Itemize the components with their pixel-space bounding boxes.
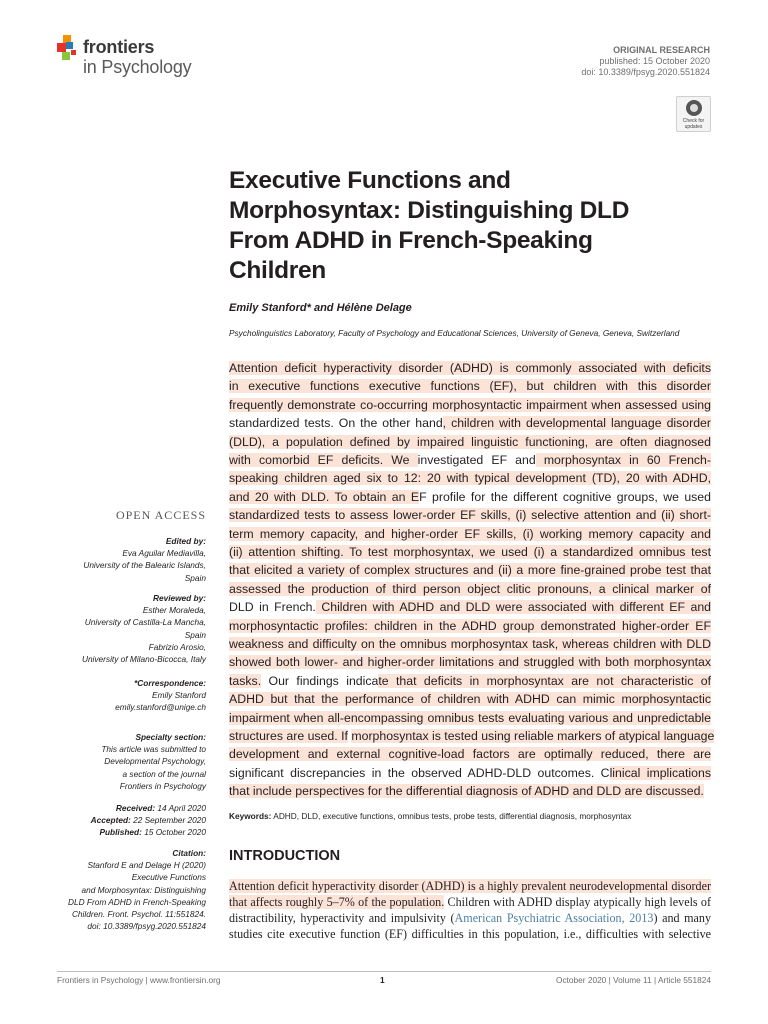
keywords <box>229 811 631 821</box>
specialty-section-block <box>26 731 206 792</box>
affiliation: Psycholinguistics Laboratory, Faculty of Psychology and Educational Sciences, University of Geneva, Geneva, Switzerland <box>229 328 680 338</box>
body-line <box>229 878 711 894</box>
keywords-list: ADHD, DLD, executive functions, omnibus tests, probe tests, differential diagnosis, morphosyntax <box>273 811 632 821</box>
abstract-line <box>229 377 711 395</box>
edited-by-block <box>26 535 206 584</box>
body-text: ) and many <box>653 911 712 925</box>
reviewer-line: Esther Moraleda, <box>142 605 206 616</box>
highlighted-text: , children with developmental language disorder <box>442 416 711 431</box>
title-line: Children <box>229 257 326 284</box>
check-updates-icon <box>686 100 702 116</box>
title-line: From ADHD in French-Speaking <box>229 227 593 254</box>
abstract-line <box>229 396 711 414</box>
specialty-line: Developmental Psychology, <box>104 756 206 767</box>
keywords-label: Keywords: <box>229 811 272 821</box>
citation-line: Stanford E and Delage H (2020) <box>87 860 206 871</box>
body-line <box>229 894 711 910</box>
abstract-line <box>229 672 711 690</box>
highlighted-text: impairment when all-encompassing omnibus tests evaluating various and unpredictable <box>229 710 711 725</box>
abstract-line <box>229 764 711 782</box>
reviewer-line: University of Castilla-La Mancha, <box>84 617 206 628</box>
highlighted-text: morphosyntax is tested using reliable markers of atypical language <box>351 729 715 743</box>
highlighted-text: that elicited a variety of complex structures and (ii) a more fine-grained probe test that <box>229 563 711 578</box>
highlighted-text: in executive functions executive functions (EF), but children with this disorder <box>229 379 711 394</box>
edited-by-heading: Edited by: <box>165 536 206 546</box>
authors: Emily Stanford* and Hélène Delage <box>229 302 412 314</box>
editor-line: Eva Aguilar Mediavilla, <box>122 548 206 559</box>
page-number: 1 <box>380 975 385 985</box>
footer-divider <box>57 971 711 972</box>
abstract-line <box>229 782 711 800</box>
highlighted-text: Attention deficit hyperactivity disorder (ADHD) is commonly associated with deficits <box>229 361 711 375</box>
published-date: published: 15 October 2020 <box>599 56 710 66</box>
highlighted-text: development and external cognitive-load factors are optimally reduced, there are <box>229 747 711 762</box>
correspondence-name: Emily Stanford <box>152 690 206 701</box>
section-heading-introduction: INTRODUCTION <box>229 848 341 864</box>
body-line <box>229 926 711 942</box>
highlighted-text: structures are used. If <box>229 729 348 743</box>
highlighted-text: te that deficits in morphosyntax are not characteristic of <box>378 673 712 688</box>
editor-line: University of the Balearic Islands, <box>83 560 206 571</box>
abstract-line <box>229 709 711 727</box>
citation-link[interactable]: American Psychiatric Association, 2013 <box>454 911 654 925</box>
abstract-line <box>229 617 711 635</box>
specialty-line: a section of the journal <box>122 768 206 779</box>
abstract <box>229 359 715 801</box>
abstract-line <box>229 653 711 671</box>
citation-line: DLD From ADHD in French-Speaking <box>67 896 206 907</box>
reviewed-by-heading: Reviewed by: <box>152 593 206 603</box>
abstract-line <box>229 414 711 432</box>
citation-line: and Morphosyntax: Distinguishing <box>81 884 206 895</box>
abstract-text: F profile for the different cognitive groups, we used <box>419 489 711 504</box>
highlighted-text: term memory capacity, and higher-order EF skills, (i) working memory capacity and <box>229 526 711 541</box>
highlighted-text: with comorbid EF deficits. We <box>229 453 418 467</box>
highlighted-text: showed both lower- and higher-order limitations and struggled with both morphosyntax <box>229 655 711 670</box>
citation-line: Children. Front. Psychol. 11:551824. <box>71 909 206 920</box>
abstract-text: DLD in French. <box>229 600 316 615</box>
citation-heading: Citation: <box>172 848 206 858</box>
body-text: distractibility, hyperactivity and impulsivity ( <box>229 911 455 925</box>
body-line <box>229 910 711 926</box>
highlighted-text: morphosyntax in 60 French- <box>535 453 711 467</box>
highlighted-text: speaking children aged six to 12: 20 with typical development (TD), 20 with ADHD, <box>229 471 711 486</box>
specialty-heading: Specialty section: <box>135 732 206 742</box>
footer-journal[interactable]: Frontiers in Psychology | www.frontiersin.org <box>57 975 221 985</box>
editor-line: Spain <box>184 572 206 583</box>
highlighted-text: assessed the production of third person object clitic pronouns, a clinical marker of <box>229 581 711 596</box>
highlighted-text: and 20 with DLD. To obtain an E <box>229 489 420 504</box>
highlighted-text: tasks. <box>229 673 262 688</box>
citation-block <box>26 847 206 932</box>
highlighted-text: standardized tests to assess lower-order EF skills, (i) selective attention and (ii) short- <box>229 508 711 523</box>
abstract-text: significant discrepancies in the observed ADHD-DLD outcomes. C <box>229 765 610 780</box>
abstract-line <box>229 543 711 561</box>
citation-line: Executive Functions <box>131 872 206 883</box>
body-text: Children with ADHD display atypically high levels of <box>444 895 711 909</box>
abstract-line <box>229 433 711 451</box>
correspondence-block <box>26 677 206 714</box>
article-meta-header <box>581 45 710 78</box>
logo-text-frontiers: frontiers <box>83 37 155 57</box>
reviewed-by-block <box>26 592 206 665</box>
title-line: Executive Functions and <box>229 167 511 194</box>
published-line: Published: 15 October 2020 <box>99 827 206 838</box>
dates-block <box>26 802 206 839</box>
highlighted-text: that include perspectives for the differential diagnosis of ADHD and DLD are discussed. <box>229 784 704 799</box>
citation-line[interactable]: doi: 10.3389/fpsyg.2020.551824 <box>87 921 206 932</box>
badge-label: Check for updates <box>682 118 705 130</box>
specialty-line: This article was submitted to <box>101 744 206 755</box>
journal-logo[interactable] <box>57 33 207 83</box>
abstract-text: Our findings indica <box>261 673 379 688</box>
abstract-text: standardized tests. On the other hand <box>229 416 443 431</box>
highlighted-text: weakness and difficulty on the omnibus morphosyntax task, whereas children with DLD <box>229 637 711 651</box>
abstract-line <box>229 635 711 653</box>
body-text: studies cite executive function (EF) difficulties in this population, i.e., difficulties with selective <box>229 927 711 941</box>
check-for-updates-badge[interactable] <box>676 96 711 132</box>
abstract-line <box>229 469 711 487</box>
abstract-line <box>229 598 711 616</box>
title-line: Morphosyntax: Distinguishing DLD <box>229 197 630 224</box>
specialty-line: Frontiers in Psychology <box>119 780 206 791</box>
highlighted-text: (DLD), a population defined by impaired linguistic functioning, are often diagnosed <box>229 434 711 449</box>
reviewer-line: Fabrizio Arosio, <box>148 641 206 652</box>
highlighted-text: (ii) attention shifting. To test morphosyntax, we used (i) a standardized omnibus test <box>229 545 711 559</box>
abstract-line <box>229 727 715 745</box>
abstract-line <box>229 580 711 598</box>
frontiers-logo-icon <box>57 35 81 61</box>
correspondence-heading: *Correspondence: <box>134 678 206 688</box>
abstract-line <box>229 525 711 543</box>
accepted-line: Accepted: 22 September 2020 <box>90 815 206 826</box>
abstract-line <box>229 451 711 469</box>
received-line: Received: 14 April 2020 <box>115 803 206 813</box>
abstract-line <box>229 690 711 708</box>
highlighted-text: ADHD but that the performance of children with ADHD can mimic morphosyntactic <box>229 692 711 707</box>
article-type: ORIGINAL RESEARCH <box>613 45 710 55</box>
reviewer-line: Spain <box>184 629 206 640</box>
doi-link[interactable]: doi: 10.3389/fpsyg.2020.551824 <box>581 67 710 77</box>
logo-text-journal: in Psychology <box>83 57 192 77</box>
abstract-line <box>229 745 711 763</box>
correspondence-email[interactable]: emily.stanford@unige.ch <box>115 702 206 713</box>
abstract-line <box>229 561 711 579</box>
open-access-label: OPEN ACCESS <box>115 508 206 522</box>
reviewer-line: University of Milano-Bicocca, Italy <box>81 654 206 665</box>
highlighted-text: Attention deficit hyperactivity disorder (ADHD) is a highly prevalent neurodevelopmental disorder <box>229 879 711 893</box>
article-title <box>229 166 709 286</box>
highlighted-text: linical implications <box>609 765 711 780</box>
highlighted-text: morphosyntactic profiles: children in the ADHD group demonstrated higher-order EF <box>229 618 711 633</box>
abstract-line <box>229 488 711 506</box>
highlighted-text: Children with ADHD and DLD were associated with different EF and <box>315 600 711 615</box>
highlighted-text: frequently demonstrate co-occurring morphosyntactic impairment when assessed using <box>229 397 711 412</box>
footer-issue: October 2020 | Volume 11 | Article 551824 <box>556 975 711 985</box>
highlighted-text: that affects roughly 5–7% of the population. <box>229 895 445 909</box>
abstract-line <box>229 359 711 377</box>
abstract-text: investigated EF and <box>417 453 536 467</box>
abstract-line <box>229 506 711 524</box>
